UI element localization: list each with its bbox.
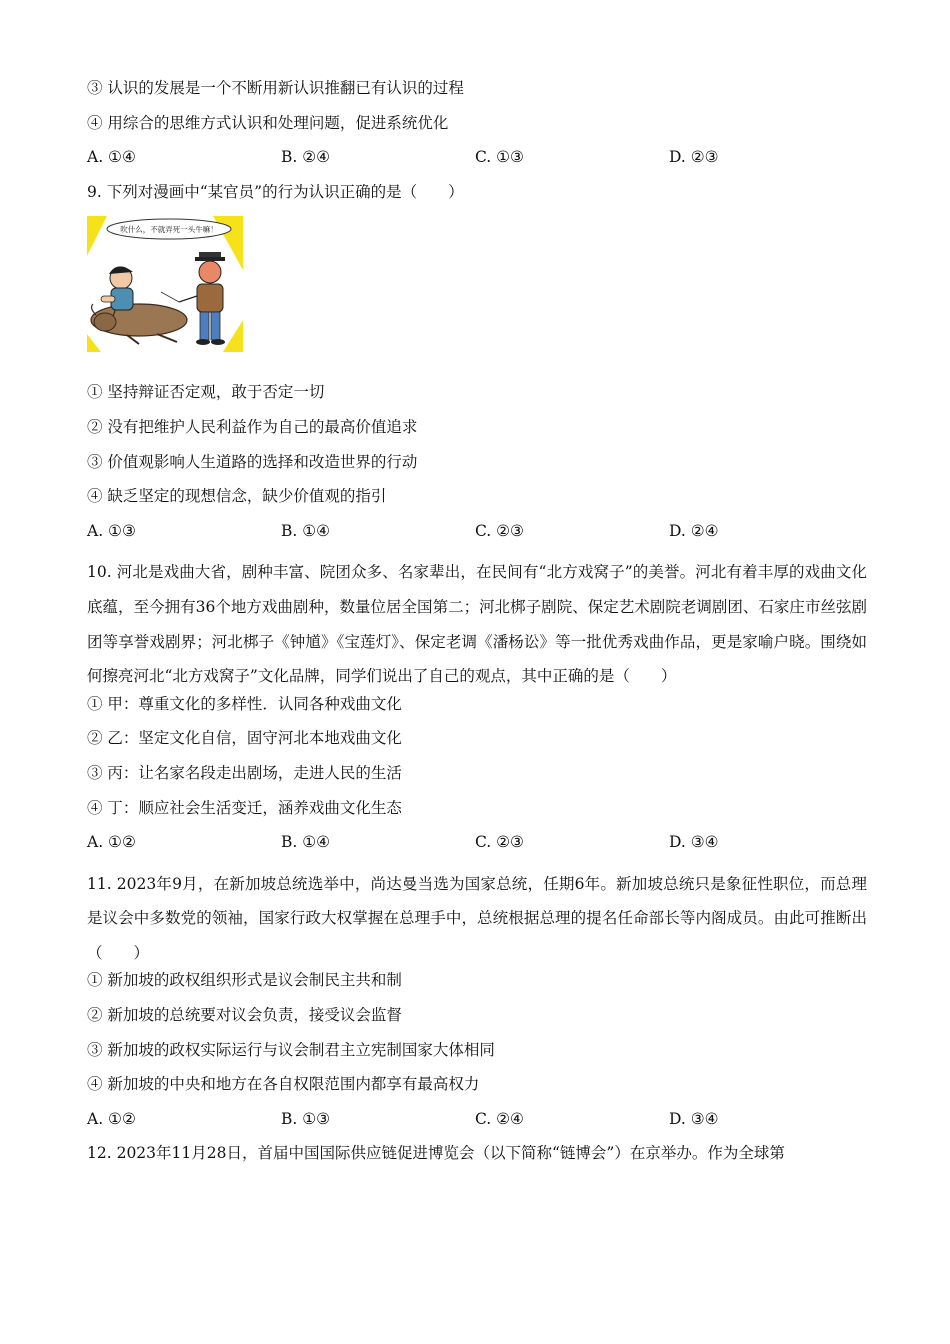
- q11-answer-a: A. ①②: [87, 1109, 136, 1128]
- q10-option-4: ④ 丁：顺应社会生活变迁，涵养戏曲文化生态: [87, 798, 402, 817]
- q9-answer-b: B. ①④: [281, 521, 331, 540]
- question-12: [87, 1143, 867, 1178]
- q12-stem: 12. 2023年11月28日，首届中国国际供应链促进博览会（以下简称“链博会”）在京举办。作为全球第: [87, 1144, 785, 1163]
- q11-option-3: ③ 新加坡的政权实际运行与议会制君主立宪制国家大体相同: [87, 1040, 495, 1059]
- q10-answer-choices: [87, 832, 867, 867]
- q11-answer-choices: [87, 1109, 867, 1144]
- q9-option-4: ④ 缺乏坚定的现想信念，缺少价值观的指引: [87, 487, 387, 506]
- q8-option-4: ④ 用综合的思维方式认识和处理问题，促进系统优化: [87, 113, 449, 132]
- cartoon-speech-bubble: 吹什么，不就弄死一头牛嘛！: [120, 225, 218, 235]
- q10-option-3: ③ 丙：让名家名段走出剧场，走进人民的生活: [87, 763, 402, 782]
- q11-option-1: ① 新加坡的政权组织形式是议会制民主共和制: [87, 971, 402, 990]
- q9-stem: 9. 下列对漫画中“某官员”的行为认识正确的是（ ）: [87, 182, 464, 201]
- q8-answer-d: D. ②③: [669, 148, 719, 167]
- q8-answer-a: A. ①④: [87, 148, 136, 167]
- q10-stem: 10. 河北是戏曲大省，剧种丰富、院团众多、名家辈出，在民间有“北方戏窝子”的美誉。河北有着丰厚的戏曲文化底蕴，至今拥有36个地方戏曲剧种，数量位居全国第二；河北梆子剧院、保定艺术剧院老调剧团、石家庄市丝弦剧团等享誉戏剧界；河北梆子《钟馗》《宝莲灯》、保定老调《潘杨讼》等一批优秀戏曲作品，更是家喻户晓。围绕如何擦亮河北“北方戏窝子”文化品牌，同学们说出了自己的观点，其中正确的是（ ）: [87, 563, 867, 686]
- exam-page: [87, 78, 867, 1178]
- q8-answer-choices: [87, 147, 867, 182]
- q11-option-4: ④ 新加坡的中央和地方在各自权限范围内都享有最高权力: [87, 1075, 480, 1094]
- question-10: [87, 555, 867, 866]
- q11-answer-d: D. ③④: [669, 1109, 719, 1128]
- q9-option-3: ③ 价值观影响人生道路的选择和改造世界的行动: [87, 452, 418, 471]
- q10-option-1: ① 甲：尊重文化的多样性．认同各种戏曲文化: [87, 694, 402, 713]
- q10-answer-b: B. ①④: [281, 833, 331, 852]
- question-11: [87, 867, 867, 1144]
- q10-option-2: ② 乙：坚定文化自信，固守河北本地戏曲文化: [87, 729, 402, 748]
- cartoon-official-ox-illustration: [87, 216, 243, 352]
- q10-answer-c: C. ②③: [475, 833, 524, 852]
- q9-answer-c: C. ②③: [475, 521, 524, 540]
- q9-option-1: ① 坚持辩证否定观，敢于否定一切: [87, 383, 325, 402]
- q9-cartoon-image: [87, 216, 243, 352]
- question-9: [87, 182, 867, 556]
- q8-answer-c: C. ①③: [475, 148, 524, 167]
- q10-answer-d: D. ③④: [669, 833, 719, 852]
- q9-answer-choices: [87, 521, 867, 556]
- q9-answer-a: A. ①③: [87, 521, 136, 540]
- q11-option-2: ② 新加坡的总统要对议会负责，接受议会监督: [87, 1006, 402, 1025]
- q11-stem: 11. 2023年9月，在新加坡总统选举中，尚达曼当选为国家总统，任期6年。新加坡总统只是象征性职位，而总理是议会中多数党的领袖，国家行政大权掌握在总理手中，总统根据总理的提名任命部长等内阁成员。由此可推断出（ ）: [87, 874, 867, 962]
- q11-answer-c: C. ②④: [475, 1109, 524, 1128]
- q9-answer-d: D. ②④: [669, 521, 719, 540]
- question-8-tail: [87, 78, 867, 182]
- q9-option-2: ② 没有把维护人民利益作为自己的最高价值追求: [87, 417, 418, 436]
- q10-answer-a: A. ①②: [87, 833, 136, 852]
- q8-option-3: ③ 认识的发展是一个不断用新认识推翻已有认识的过程: [87, 79, 464, 97]
- q8-answer-b: B. ②④: [281, 148, 331, 167]
- q11-answer-b: B. ①③: [281, 1109, 331, 1128]
